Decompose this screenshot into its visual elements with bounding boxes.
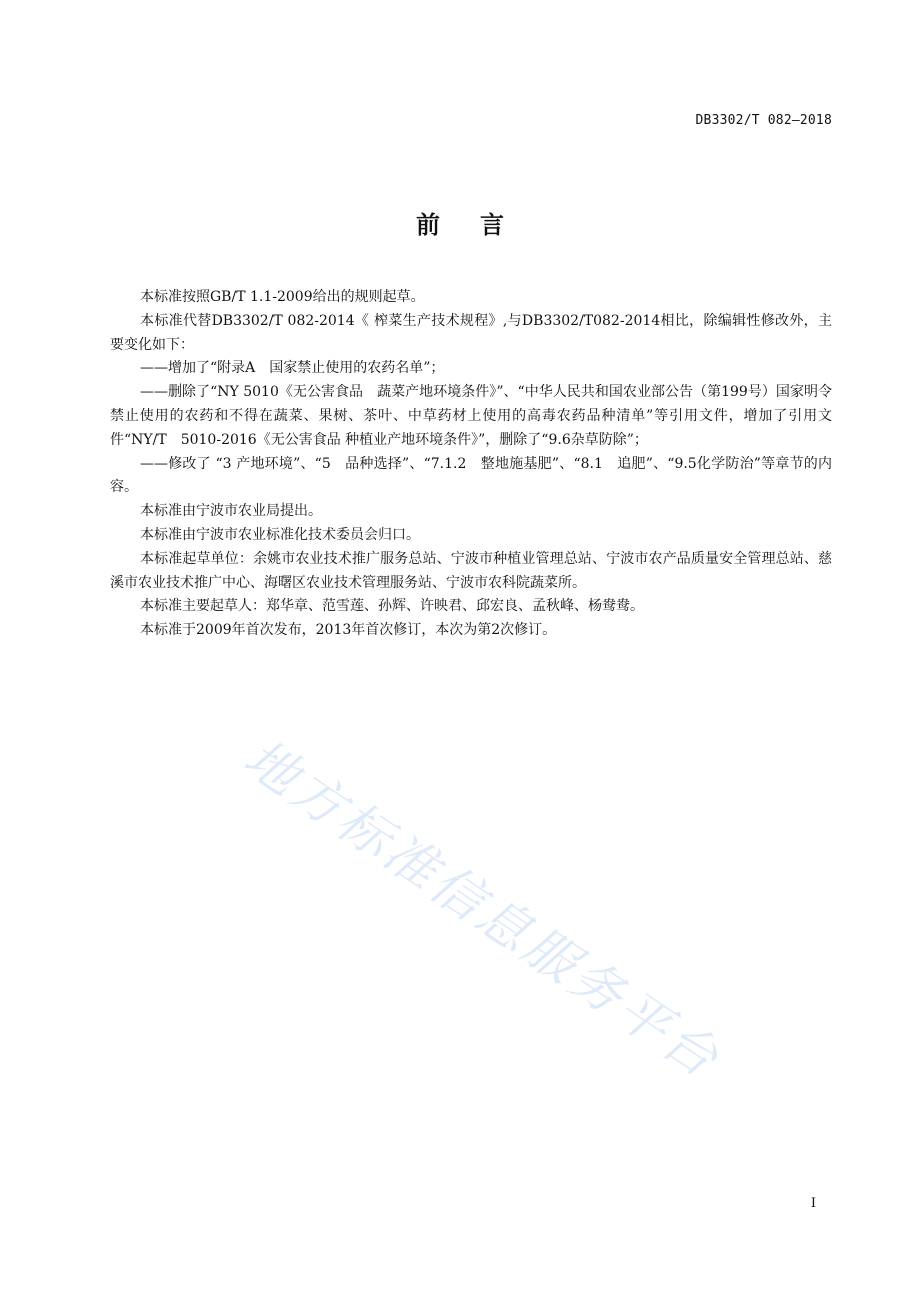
paragraph-change-deleted: ——删除了“NY 5010《无公害食品 蔬菜产地环境条件》”、“中华人民共和国农业部公告（第199号）国家明令禁止使用的农药和不得在蔬菜、果树、茶叶、中草药材上使用的高毒农药品种清单”等引用文件，增加了引用文件“NY/T 5010-2016《无公害食品 种植业产地环境条件》”，删除了“9.6杂草防除”； (110, 384, 832, 448)
foreword-body (110, 286, 832, 643)
paragraph-drafting-units: 本标准起草单位：余姚市农业技术推广服务总站、宁波市种植业管理总站、宁波市农产品质量安全管理总站、慈溪市农业技术推广中心、海曙区农业技术管理服务站、宁波市农科院蔬菜所。 (110, 550, 832, 591)
page-number: I (810, 1196, 816, 1211)
paragraph-change-modified: ——修改了 “3 产地环境”、“5 品种选择”、“7.1.2 整地施基肥”、“8.1 追肥”、“9.5化学防治”等章节的内容。 (110, 455, 832, 496)
document-code: DB3302/T 082—2018 (695, 113, 832, 128)
paragraph-change-added: ——增加了“附录A 国家禁止使用的农药名单”； (140, 360, 445, 377)
page-title: 前言 (416, 211, 544, 239)
paragraph-drafters: 本标准主要起草人：郑华章、范雪莲、孙辉、许映君、邱宏良、孟秋峰、杨鸯鸯。 (140, 598, 644, 615)
paragraph-centralized-by: 本标准由宁波市农业标准化技术委员会归口。 (140, 526, 420, 543)
paragraph-drafting-rules: 本标准按照GB/T 1.1-2009给出的规则起草。 (140, 289, 425, 305)
paragraph-replacement: 本标准代替DB3302/T 082-2014《 榨菜生产技术规程》,与DB3302/T082-2014相比，除编辑性修改外，主要变化如下： (110, 312, 832, 353)
watermark: 地方标准信息服务平台 (233, 728, 731, 1092)
paragraph-proposed-by: 本标准由宁波市农业局提出。 (140, 503, 322, 520)
paragraph-history: 本标准于2009年首次发布，2013年首次修订，本次为第2次修订。 (140, 622, 557, 639)
